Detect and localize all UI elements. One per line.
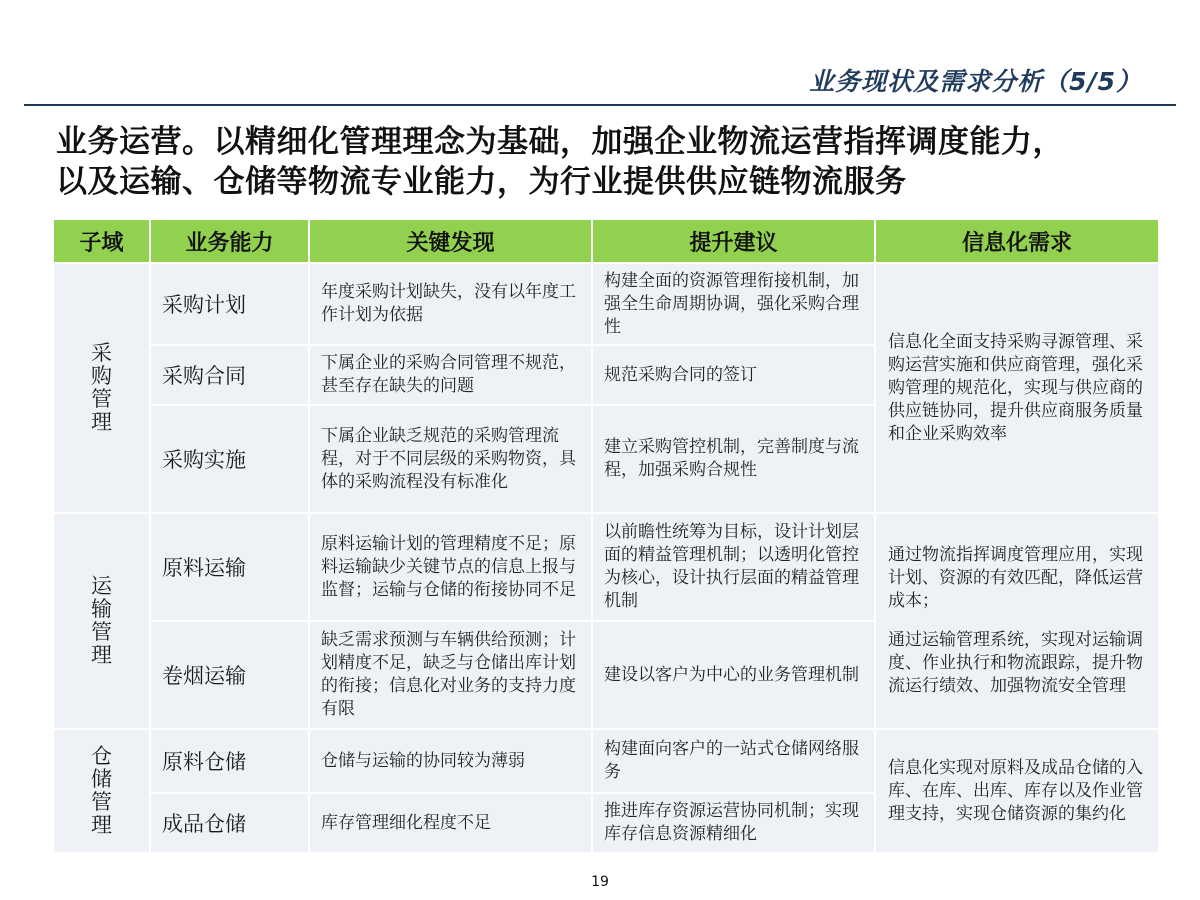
requirement-cell xyxy=(876,514,1158,728)
requirement-cell xyxy=(876,264,1158,512)
domain-cell xyxy=(54,264,149,512)
requirement-text: 通过运输管理系统，实现对运输调度、作业执行和物流跟踪，提升物流运行绩效、加强物流安全管理 xyxy=(888,630,1143,696)
header-subdomain: 子域 xyxy=(54,220,149,262)
suggestion-cell: 规范采购合同的签订 xyxy=(593,346,874,404)
suggestion-cell: 推进库存资源运营协同机制；实现库存信息资源精细化 xyxy=(593,794,874,852)
header-key-findings: 关键发现 xyxy=(310,220,591,262)
capability-cell: 卷烟运输 xyxy=(151,622,308,728)
capability-cell: 采购实施 xyxy=(151,406,308,512)
analysis-table xyxy=(52,218,1160,854)
domain-label: 采购管理 xyxy=(91,341,112,434)
requirement-text: 信息化全面支持采购寻源管理、采购运营实施和供应商管理，强化采购管理的规范化，实现与供应商的供应链协同，提升供应商服务质量和企业采购效率 xyxy=(888,331,1143,444)
slide-headline-line-1: 业务运营。以精细化管理理念为基础，加强企业物流运营指挥调度能力， xyxy=(56,124,1064,160)
requirement-text: 通过物流指挥调度管理应用，实现计划、资源的有效匹配，降低运营成本； xyxy=(888,545,1143,611)
finding-cell: 库存管理细化程度不足 xyxy=(310,794,591,852)
requirement-cell xyxy=(876,730,1158,852)
finding-cell: 年度采购计划缺失，没有以年度工作计划为依据 xyxy=(310,264,591,344)
domain-label: 仓储管理 xyxy=(91,744,112,837)
domain-label: 运输管理 xyxy=(91,574,112,667)
table-row xyxy=(54,264,1158,344)
table-header-row xyxy=(54,220,1158,262)
suggestion-cell: 建立采购管控机制，完善制度与流程，加强采购合规性 xyxy=(593,406,874,512)
finding-cell: 原料运输计划的管理精度不足；原料运输缺少关键节点的信息上报与监督；运输与仓储的衔接协同不足 xyxy=(310,514,591,620)
finding-cell: 下属企业的采购合同管理不规范，甚至存在缺失的问题 xyxy=(310,346,591,404)
capability-cell: 原料运输 xyxy=(151,514,308,620)
suggestion-cell: 以前瞻性统筹为目标，设计计划层面的精益管理机制；以透明化管控为核心，设计执行层面的精益管理机制 xyxy=(593,514,874,620)
finding-cell: 仓储与运输的协同较为薄弱 xyxy=(310,730,591,792)
header-divider xyxy=(24,104,1176,106)
section-title: 业务现状及需求分析（5/5） xyxy=(809,67,1142,96)
page-number: 19 xyxy=(591,874,609,890)
domain-cell xyxy=(54,730,149,852)
suggestion-cell: 构建面向客户的一站式仓储网络服务 xyxy=(593,730,874,792)
slide-headline-line-2: 以及运输、仓储等物流专业能力，为行业提供供应链物流服务 xyxy=(56,164,907,200)
table-row xyxy=(54,514,1158,620)
capability-cell: 成品仓储 xyxy=(151,794,308,852)
header-it-requirements: 信息化需求 xyxy=(876,220,1158,262)
suggestion-cell: 建设以客户为中心的业务管理机制 xyxy=(593,622,874,728)
slide-headline xyxy=(56,122,1166,202)
header-capability: 业务能力 xyxy=(151,220,308,262)
capability-cell: 采购计划 xyxy=(151,264,308,344)
finding-cell: 下属企业缺乏规范的采购管理流程，对于不同层级的采购物资，具体的采购流程没有标准化 xyxy=(310,406,591,512)
table-row xyxy=(54,730,1158,792)
header-suggestions: 提升建议 xyxy=(593,220,874,262)
finding-cell: 缺乏需求预测与车辆供给预测；计划精度不足，缺乏与仓储出库计划的衔接；信息化对业务的支持力度有限 xyxy=(310,622,591,728)
requirement-text: 信息化实现对原料及成品仓储的入库、在库、出库、库存以及作业管理支持，实现仓储资源的集约化 xyxy=(888,757,1143,824)
capability-cell: 原料仓储 xyxy=(151,730,308,792)
suggestion-cell: 构建全面的资源管理衔接机制，加强全生命周期协调，强化采购合理性 xyxy=(593,264,874,344)
domain-cell xyxy=(54,514,149,728)
capability-cell: 采购合同 xyxy=(151,346,308,404)
